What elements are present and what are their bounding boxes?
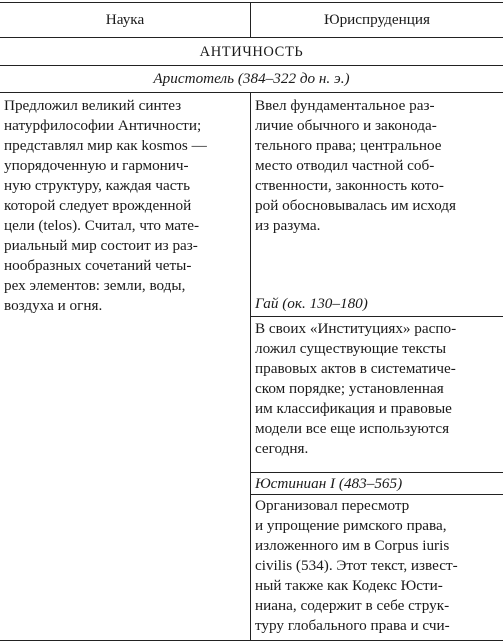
text-line: Организовал пересмотр (255, 497, 410, 514)
aristotle-heading: Аристотель (384–322 до н. э.) (153, 70, 350, 87)
aristotle-science-text (4, 96, 207, 316)
header-science: Наука (105, 11, 145, 28)
rule-below-header (0, 37, 503, 38)
justinian-heading: Юстиниан I (483–565) (255, 475, 403, 492)
text-line: рех элементов: земли, воды, (4, 277, 186, 294)
text-line: из разума. (255, 217, 321, 234)
divider-body (250, 92, 251, 640)
text-line: которой следует врожденной (4, 197, 192, 214)
text-line: ный также как Кодекс Юсти- (255, 577, 443, 594)
gaius-text (255, 319, 456, 459)
text-line: тельного права; центральное (255, 137, 442, 154)
text-line: воздуха и огня. (4, 297, 103, 314)
justinian-text (255, 496, 458, 636)
text-line: цели (telos). Считал, что мате- (4, 217, 200, 234)
header-law: Юриспруденция (323, 11, 431, 28)
text-line: личие обычного и законода- (255, 117, 437, 134)
rule-top (0, 2, 503, 3)
text-line: риальный мир состоит из раз- (4, 237, 198, 254)
text-line: ском порядке; установленная (255, 380, 444, 397)
text-line: сегодня. (255, 440, 309, 457)
text-line: и упрощение римского права, (255, 517, 447, 534)
text-line: правовых актов в систематиче- (255, 360, 456, 377)
text-line: нообразных сочетаний четы- (4, 257, 192, 274)
text-line: место отводил частной соб- (255, 157, 435, 174)
text-line: рой обосновывалась им исходя (255, 197, 456, 214)
rule-below-justinian-heading (250, 494, 503, 495)
text-line: натурфилософии Античности; (4, 117, 202, 134)
text-line: модели все еще используются (255, 420, 450, 437)
rule-below-section (0, 65, 503, 66)
rule-below-aristotle-heading (0, 92, 503, 93)
rule-below-gaius-heading (250, 316, 503, 317)
text-line: представлял мир как kosmos — (4, 137, 207, 154)
text-line: Предложил великий синтез (4, 97, 182, 114)
rule-bottom (0, 640, 503, 641)
text-line: ложил существующие тексты (255, 340, 447, 357)
text-line: туру глобального права и счи- (255, 617, 450, 634)
text-line: ную структуру, каждая часть (4, 177, 191, 194)
text-line: В своих «Институциях» распо- (255, 320, 457, 337)
text-line: ниана, содержит в себе струк- (255, 597, 450, 614)
text-line: Ввел фундаментальное раз- (255, 97, 435, 114)
text-line: civilis (534). Этот текст, извест- (255, 557, 458, 574)
text-line: изложенного им в Corpus iuris (255, 537, 450, 554)
text-line: им классификация и правовые (255, 400, 452, 417)
gaius-heading: Гай (ок. 130–180) (255, 295, 368, 312)
aristotle-law-text (255, 96, 456, 236)
text-line: упорядоченную и гармонич- (4, 157, 189, 174)
rule-below-gaius-text (250, 472, 503, 473)
text-line: ственности, законность кото- (255, 177, 444, 194)
section-title: АНТИЧНОСТЬ (199, 44, 304, 60)
